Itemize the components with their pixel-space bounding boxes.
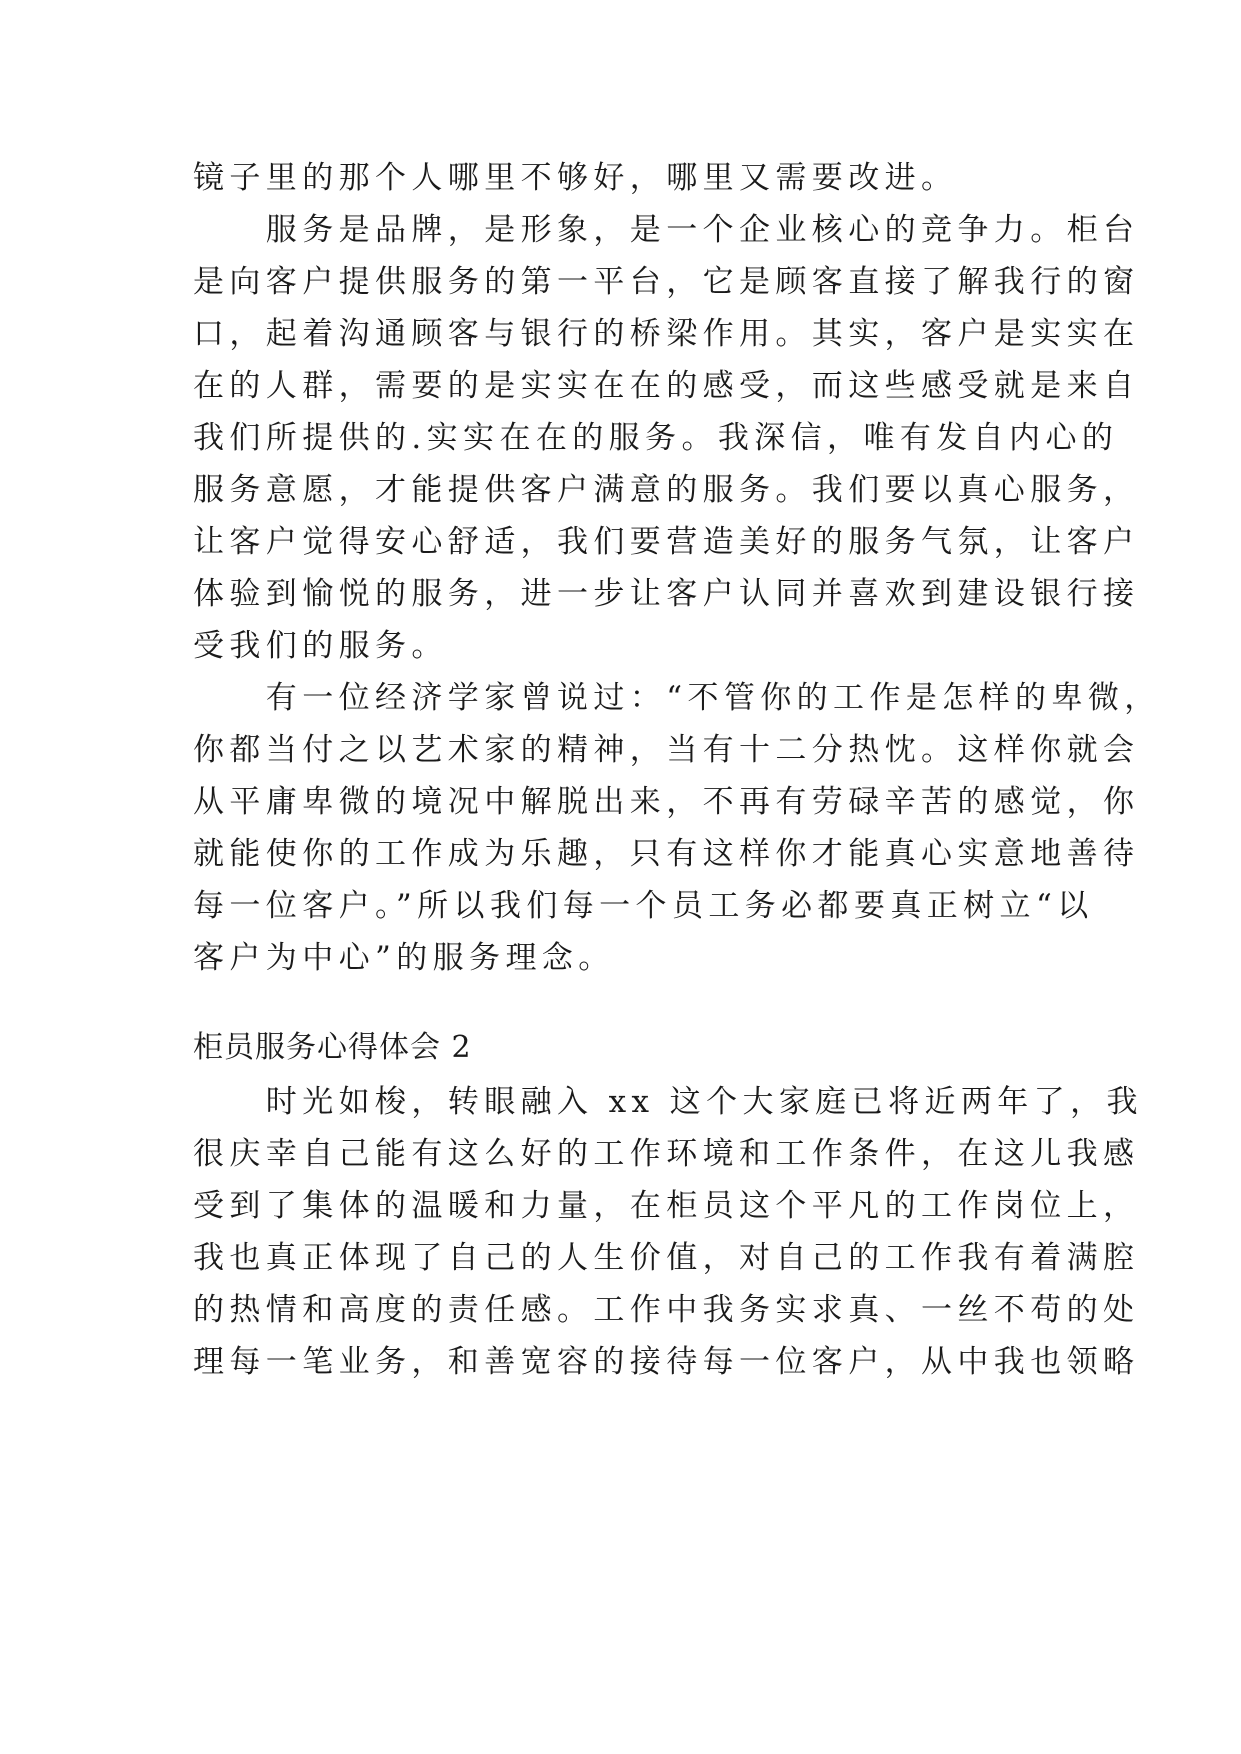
paragraph-line: 客户为中心”的服务理念。 bbox=[193, 940, 615, 976]
paragraph-line: 你都当付之以艺术家的精神，当有十二分热忱。这样你就会 bbox=[193, 732, 1140, 768]
paragraph-line: 在的人群，需要的是实实在在的感受，而这些感受就是来自 bbox=[193, 368, 1140, 404]
paragraph-line: 我也真正体现了自己的人生价值，对自己的工作我有着满腔 bbox=[193, 1240, 1140, 1276]
paragraph-line: 是向客户提供服务的第一平台，它是顾客直接了解我行的窗 bbox=[193, 264, 1140, 300]
paragraph-line: 口，起着沟通顾客与银行的桥梁作用。其实，客户是实实在 bbox=[193, 316, 1140, 352]
paragraph-line: 镜子里的那个人哪里不够好，哪里又需要改进。 bbox=[193, 160, 958, 196]
paragraph-line: 每一位客户。”所以我们每一个员工务必都要真正树立“以 bbox=[193, 888, 1094, 924]
paragraph-line: 从平庸卑微的境况中解脱出来，不再有劳碌辛苦的感觉，你 bbox=[193, 784, 1140, 820]
paragraph-line: 我们所提供的.实实在在的服务。我深信，唯有发自内心的 bbox=[193, 420, 1119, 456]
paragraph-line: 受我们的服务。 bbox=[193, 628, 448, 664]
paragraph-line: 有一位经济学家曾说过：“不管你的工作是怎样的卑微， bbox=[193, 680, 1161, 716]
section-heading: 柜员服务心得体会 2 bbox=[193, 1030, 472, 1065]
paragraph-line: 很庆幸自己能有这么好的工作环境和工作条件，在这儿我感 bbox=[193, 1136, 1140, 1172]
paragraph-line: 让客户觉得安心舒适，我们要营造美好的服务气氛，让客户 bbox=[193, 524, 1140, 560]
paragraph-line: 就能使你的工作成为乐趣，只有这样你才能真心实意地善待 bbox=[193, 836, 1140, 872]
paragraph-line: 服务意愿，才能提供客户满意的服务。我们要以真心服务， bbox=[193, 472, 1140, 508]
paragraph-line: 的热情和高度的责任感。工作中我务实求真、一丝不苟的处 bbox=[193, 1292, 1140, 1328]
paragraph-line: 受到了集体的温暖和力量，在柜员这个平凡的工作岗位上， bbox=[193, 1188, 1140, 1224]
paragraph-line: 体验到愉悦的服务，进一步让客户认同并喜欢到建设银行接 bbox=[193, 576, 1140, 612]
paragraph-line: 时光如梭，转眼融入 xx 这个大家庭已将近两年了，我 bbox=[193, 1084, 1143, 1120]
paragraph-line: 服务是品牌，是形象，是一个企业核心的竞争力。柜台 bbox=[193, 212, 1140, 248]
paragraph-line: 理每一笔业务，和善宽容的接待每一位客户，从中我也领略 bbox=[193, 1344, 1140, 1380]
